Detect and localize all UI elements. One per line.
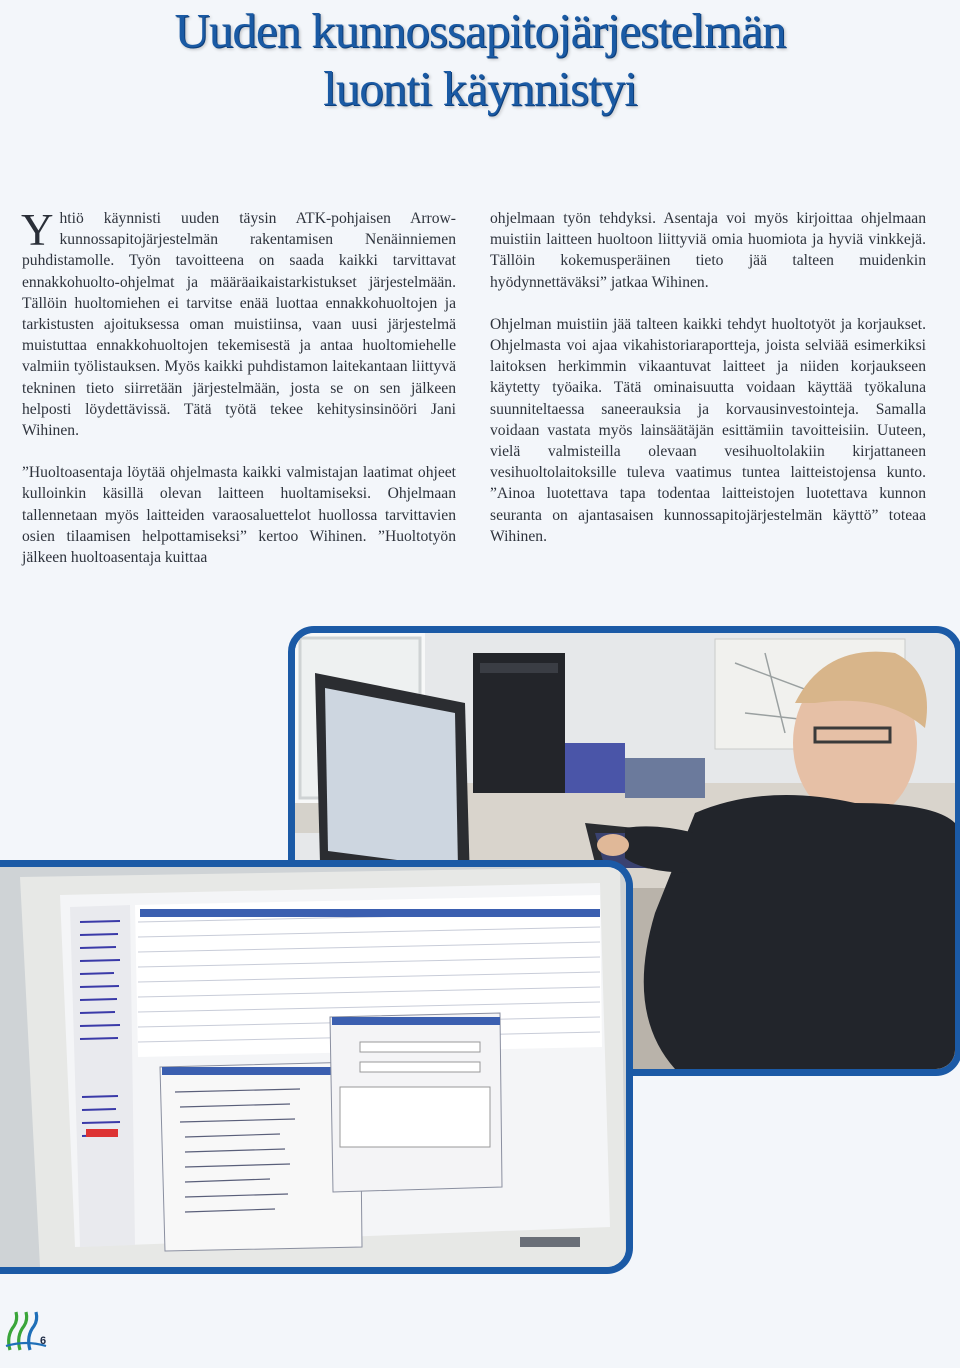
title-line-1: Uuden kunnossapitojärjestelmän [174,3,786,58]
right-paragraph-1: ohjelmaan työn tehdyksi. Asentaja voi myös kirjoittaa ohjelmaan muistiin laitteen huoltoon liittyviä omia huomiota ja hyviä vinkkejä. Tällöin kokemusperäinen tieto jää talteen muidenkin hyödynnettäväksi” jatkaa Wihinen. [490,210,926,291]
left-paragraph-1-text: htiö käynnisti uuden täysin ATK-pohjaisen Arrow-kunnossapitojärjestelmän rakentamisen Nenäinniemen puhdistamolle. Työn tavoitteena on saada kaikki tarvittavat ennakkohuolto-ohjelmat ja määräaikaistarkistukset järjestelmään. Tällöin huoltomiehen ei tarvitse enää luottaa ennakkohuoltojen ja tarkistusten ajoituksessa oman muistiinsa, vaan uusi järjestelmä muistuttaa ennakkohuoltojen tekemisestä ja antaa huoltomiehelle valmiin työlistauksen. Myös kaikki puhdistamon laitekantaan liittyvä tekninen tieto siirretään järjestelmään, josta se on sen jälkeen helposti löydettävissä. Tätä työtä tekee kehitysinsinööri Jani Wihinen. [22,210,456,440]
right-column [490,208,926,568]
left-column [21,205,456,589]
right-paragraph-2: Ohjelman muistiin jää talteen kaikki tehdyt huoltotyöt ja korjaukset. Ohjelmasta voi ajaa vikahistoriaraportteja, joista selviää esimerkiksi laitoksen herkimmin vikaantuvat laitteet ja niiden korjaukseen käytetty työaika. Tätä ominaisuutta voidaan käyttää työkaluna suunniteltaessa saneerauksia ja korvausinvestointeja. Samalla voidaan vastata myös lainsäätäjän esittämiin tavoitteisiin. Uuteen, vielä valmisteilla olevaan vesihuoltolakiin kirjattaneen vesihuoltolaitoksille tuleva vaatimus tuntea laitteistojensa kunto. ”Ainoa luotettava tapa todentaa laitteistojen luotettava kunnon seuranta on ajantasaisen kunnossapitojärjestelmän käyttö” toteaa Wihinen. [490,315,926,545]
article-title [0,2,960,118]
monitor-photo-image [0,867,626,1267]
drop-cap: Y [21,205,54,255]
left-paragraph-1 [21,205,456,441]
left-paragraph-2: ”Huoltoasentaja löytää ohjelmasta kaikki valmistajan laatimat ohjeet kulloinkin käsillä olevan laitteen huoltamiseksi. Ohjelmaan tallennetaan myös laitteiden varaosaluettelot huollossa tarvittavien osien tilaamisen helpottamiseksi” kertoo Wihinen. ”Huoltotyön jälkeen huoltoasentaja kuittaa [22,464,456,567]
title-line-2: luonti käynnistyi [323,61,637,116]
page-number: 6 [40,1335,47,1347]
monitor-photo [0,860,633,1274]
